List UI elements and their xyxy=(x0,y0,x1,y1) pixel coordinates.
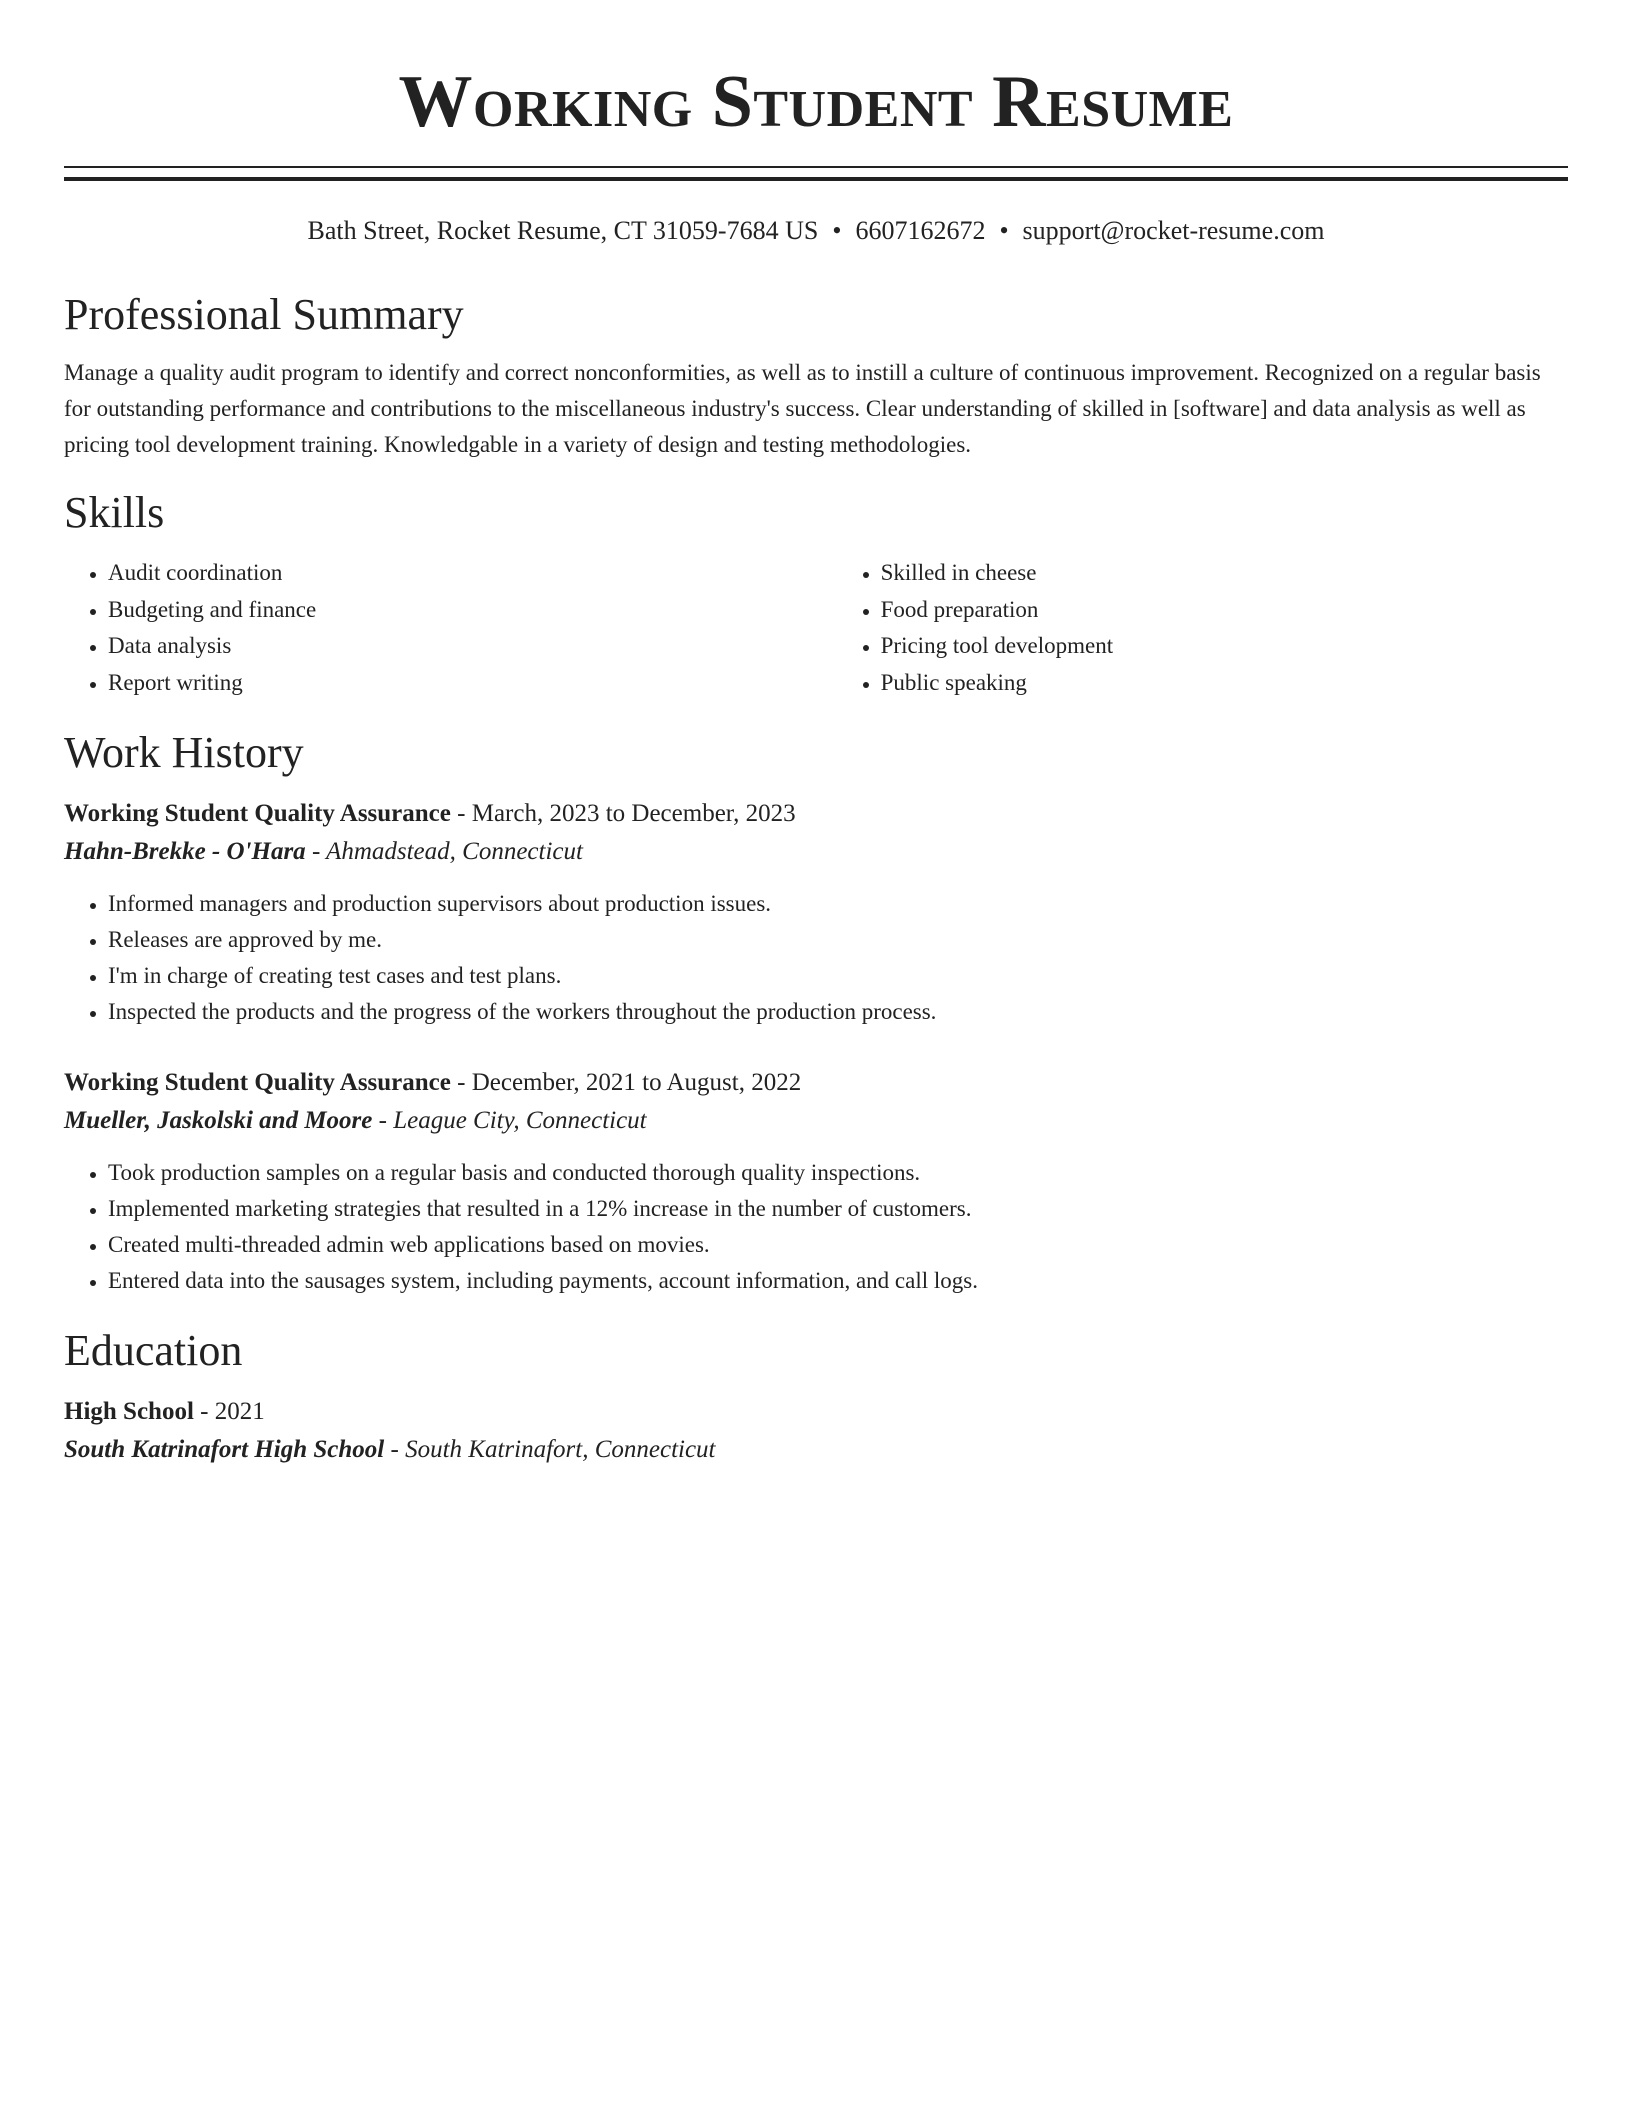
skill-item: • Report writing xyxy=(108,665,837,702)
education-heading: Education xyxy=(64,1326,243,1375)
skill-item: • Data analysis xyxy=(108,628,837,665)
job-bullet: • Inspected the products and the progress of the workers throughout the production process. xyxy=(108,994,1568,1030)
job-bullet: • Informed managers and production supervisors about production issues. xyxy=(108,886,1568,922)
contact-separator: • xyxy=(999,216,1009,245)
job-bullet: • Took production samples on a regular basis and conducted thorough quality inspections. xyxy=(108,1155,1568,1191)
contact-email: support@rocket-resume.com xyxy=(1022,216,1325,245)
job-bullet: • I'm in charge of creating test cases and test plans. xyxy=(108,958,1568,994)
school-line xyxy=(64,1431,1568,1469)
contact-phone: 6607162672 xyxy=(855,216,986,245)
company-location: - League City, Connecticut xyxy=(372,1107,647,1134)
skills-list xyxy=(64,555,1568,701)
job-bullets xyxy=(64,886,1568,1030)
skills-column-right xyxy=(837,555,1568,701)
skill-item: • Food preparation xyxy=(881,592,1568,629)
contact-separator: • xyxy=(832,216,842,245)
company-name: Mueller, Jaskolski and Moore xyxy=(64,1107,373,1134)
contact-address: Bath Street, Rocket Resume, CT 31059-7684 US xyxy=(307,216,819,245)
degree: High School xyxy=(64,1398,194,1425)
company-line xyxy=(64,833,1568,871)
school-location: - South Katrinafort, Connecticut xyxy=(384,1436,716,1463)
company-line xyxy=(64,1102,1568,1140)
job-dates: - December, 2021 to August, 2022 xyxy=(450,1069,802,1096)
job-bullets xyxy=(64,1155,1568,1299)
work-history-heading: Work History xyxy=(64,728,304,777)
job-title-line xyxy=(64,795,1568,833)
skill-item: • Pricing tool development xyxy=(881,628,1568,665)
job-entry xyxy=(64,1064,1568,1299)
company-location: - Ahmadstead, Connecticut xyxy=(305,838,583,865)
job-bullet: • Created multi-threaded admin web applications based on movies. xyxy=(108,1227,1568,1263)
resume-title: Working Student Resume xyxy=(398,61,1234,143)
job-bullet: • Releases are approved by me. xyxy=(108,922,1568,958)
education-entry xyxy=(64,1393,1568,1469)
job-title-line xyxy=(64,1064,1568,1102)
job-title: Working Student Quality Assurance xyxy=(64,1069,451,1096)
title-double-rule xyxy=(64,166,1568,181)
job-dates: - March, 2023 to December, 2023 xyxy=(450,800,796,827)
skill-item: • Budgeting and finance xyxy=(108,592,837,629)
skill-item: • Audit coordination xyxy=(108,555,837,592)
skill-item: • Public speaking xyxy=(881,665,1568,702)
job-bullet: • Entered data into the sausages system, including payments, account information, and call logs. xyxy=(108,1263,1568,1299)
summary-heading: Professional Summary xyxy=(64,290,464,339)
graduation-year: - 2021 xyxy=(193,1398,265,1425)
company-name: Hahn-Brekke - O'Hara xyxy=(64,838,306,865)
skills-heading: Skills xyxy=(64,488,165,537)
degree-line xyxy=(64,1393,1568,1431)
school-name: South Katrinafort High School xyxy=(64,1436,385,1463)
summary-text: Manage a quality audit program to identify and correct nonconformities, as well as to instill a culture of continuous improvement. Recognized on a regular basis for outstanding performance and contributions to the miscellaneous industry's success. Clear understanding of skilled in [software] and data analysis as well as pricing tool development training. Knowledgable in a variety of design and testing methodologies. xyxy=(64,360,1541,457)
skill-item: • Skilled in cheese xyxy=(881,555,1568,592)
job-bullet: • Implemented marketing strategies that resulted in a 12% increase in the number of customers. xyxy=(108,1191,1568,1227)
skills-column-left xyxy=(64,555,837,701)
job-entry xyxy=(64,795,1568,1030)
contact-line xyxy=(64,215,1568,247)
job-title: Working Student Quality Assurance xyxy=(64,800,451,827)
